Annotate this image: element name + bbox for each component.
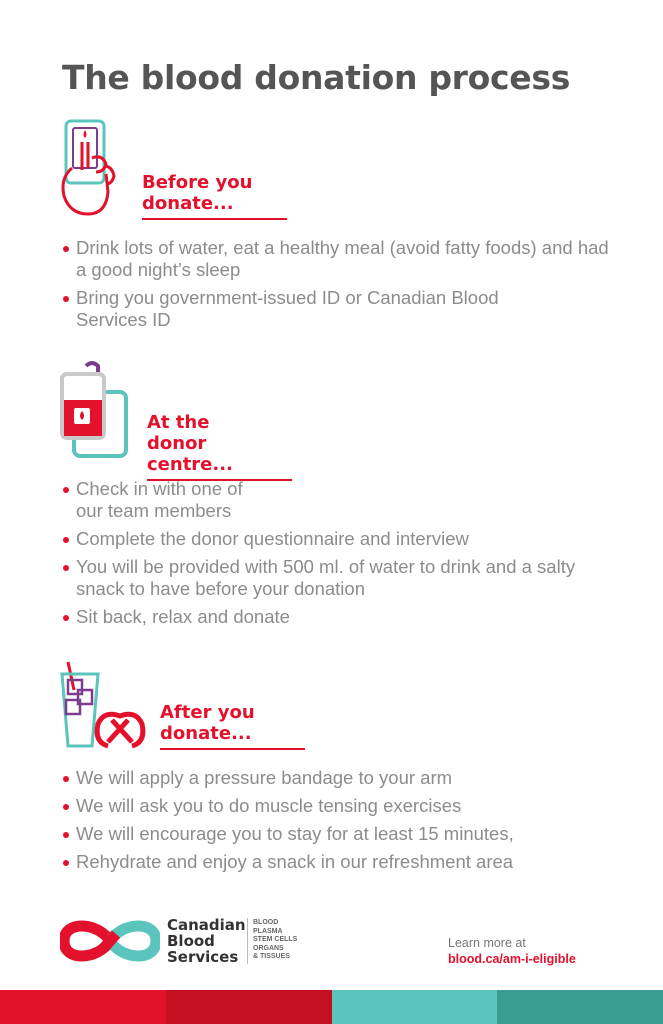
list-item: Drink lots of water, eat a healthy meal (avoid fatty foods) and had a good night’s sleep	[62, 237, 622, 281]
eligibility-link[interactable]: blood.ca/am-i-eligible	[448, 952, 576, 966]
centre-list	[62, 478, 622, 634]
page-title: The blood donation process	[62, 58, 571, 97]
bar-segment-dark-teal	[497, 990, 663, 1024]
learn-more-text: Learn more at	[448, 936, 526, 950]
list-item: Rehydrate and enjoy a snack in our refreshment area	[62, 851, 632, 873]
section-heading-centre: At the donor centre...	[147, 412, 292, 481]
hand-phone-icon	[58, 118, 128, 222]
bar-segment-red	[0, 990, 166, 1024]
list-item: Complete the donor questionnaire and interview	[62, 528, 622, 550]
logo-wordmark: Canadian Blood Services	[167, 916, 246, 966]
bar-segment-dark-red	[166, 990, 332, 1024]
blood-bag-icon	[58, 360, 132, 460]
bar-segment-teal	[332, 990, 498, 1024]
logo-tagline: BLOOD PLASMA STEM CELLS ORGANS & TISSUES	[253, 919, 298, 961]
section-heading-after: After you donate...	[160, 702, 305, 750]
list-item: We will ask you to do muscle tensing exercises	[62, 795, 632, 817]
list-item: We will encourage you to stay for at least 15 minutes,	[62, 823, 632, 845]
list-item: Check in with one of our team members	[62, 478, 272, 522]
drink-pretzel-icon	[56, 658, 150, 752]
list-item: We will apply a pressure bandage to your arm	[62, 767, 632, 789]
logo-divider	[247, 918, 248, 964]
list-item: Bring you government-issued ID or Canadian Blood Services ID	[62, 287, 552, 331]
canadian-blood-services-logo	[60, 916, 160, 966]
list-item: You will be provided with 500 ml. of water to drink and a salty snack to have before your donation	[62, 556, 602, 600]
list-item: Sit back, relax and donate	[62, 606, 622, 628]
bottom-color-bar	[0, 990, 663, 1024]
section-heading-before: Before you donate...	[142, 172, 287, 220]
before-list	[62, 237, 622, 337]
after-list	[62, 767, 632, 879]
